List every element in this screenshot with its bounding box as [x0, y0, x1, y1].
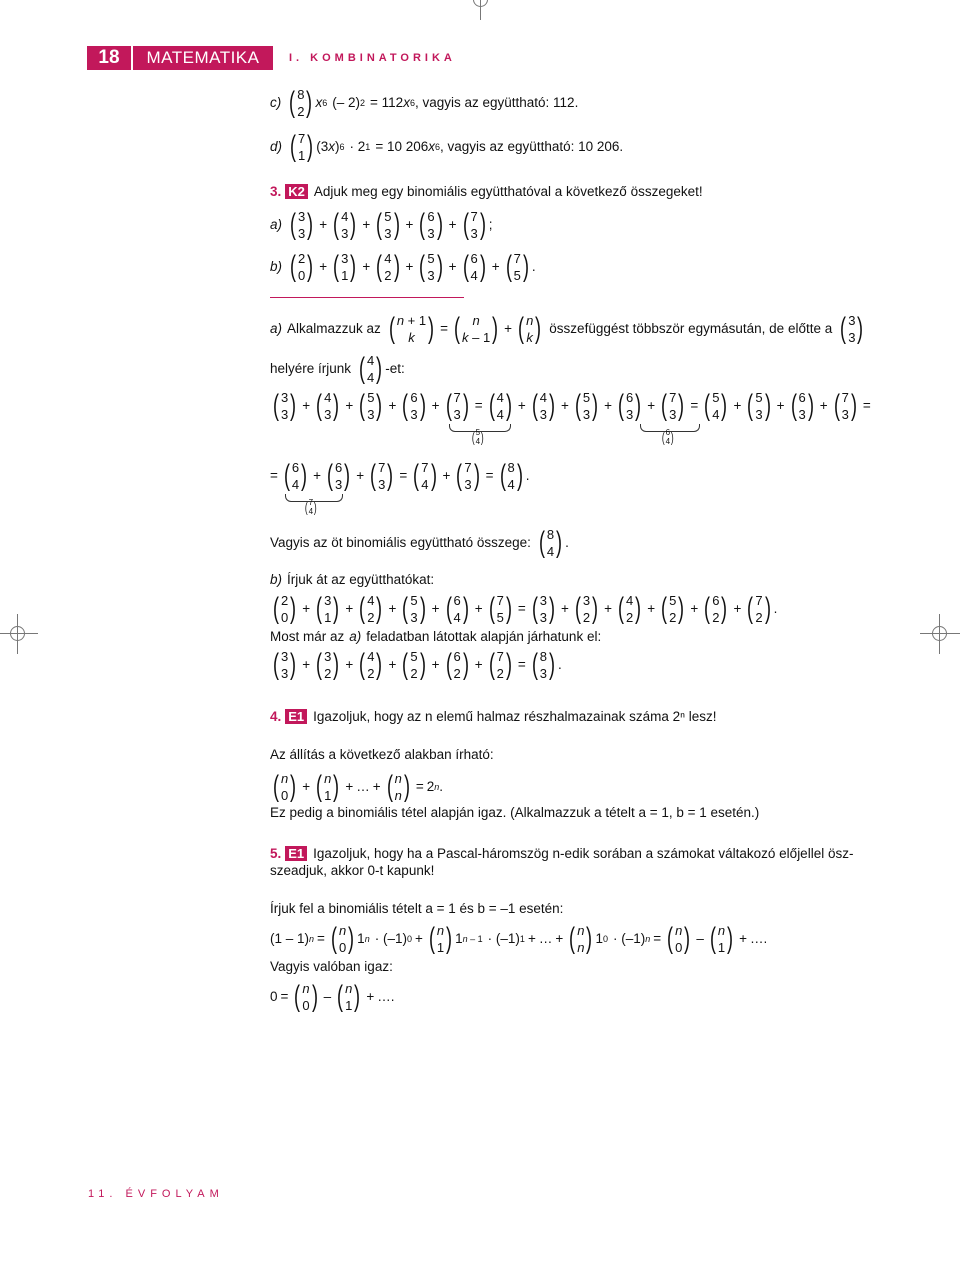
solution-b-equation-1: ( 2 0 ) + ( 3 1 ) + ( 4 2 ) + ( 5 3 ) + ( 6 4 ) + ( 7 5 ) = ( 3 3 ) + ( 3 2 ) + ( 4 2 ) + ( 5 2 ) + ( 6 2 ) + ( 7 2 ) .	[273, 592, 778, 625]
difficulty-badge: E1	[285, 709, 307, 724]
brace-label: ( 6 4 )	[661, 428, 674, 446]
exercise-5-solution-intro: Írjuk fel a binomiális tételt a = 1 és b = –1 esetén:	[270, 901, 564, 916]
page-footer: 11. ÉVFOLYAM	[88, 1188, 224, 1200]
solution-a-intro-2: helyére írjunk ( 4 4 ) -et:	[270, 352, 405, 385]
registration-mark-top	[461, 0, 501, 20]
exercise-4-solution-intro: Az állítás a következő alakban írható:	[270, 747, 494, 762]
solution-a-equation-1: ( 3 3 ) + ( 4 3 ) + ( 5 3 ) + ( 6 3 ) + ( 7 3 ) = ( 4 4 ) + ( 4 3 ) + ( 5 3 ) + ( 6 3 ) + ( 7 3 ) = ( 5 4 ) + ( 5 3 ) + ( 6 3 ) + ( 7 3 ) =	[273, 389, 871, 422]
solution-separator	[270, 297, 464, 298]
exercise-5-equation: (1 – 1) n = ( n 0 ) 1 n · (–1) 0 + ( n 1 ) 1 n – 1 · (–1) 1 + … + ( n n ) 1 0 · (–1) n = ( n 0 ) – ( n 1 ) + ….	[270, 922, 768, 955]
exercise-5-prompt: 5. E1 Igazoljuk, hogy ha a Pascal-háromszög n-edik sorában a számokat váltakozó előjellel ösz-	[270, 845, 854, 861]
brace-label: ( 5 4 )	[471, 428, 484, 446]
solution-b-intro: b) Írjuk át az együtthatókat:	[270, 572, 435, 587]
difficulty-badge: E1	[285, 846, 307, 861]
exercise-5-solution-mid: Vagyis valóban igaz:	[270, 959, 393, 974]
exercise-3-prompt: 3. K2 Adjuk meg egy binomiális együtthatóval a következő összegeket!	[270, 183, 703, 199]
page-number: 18	[87, 46, 131, 70]
solution-a-intro: a) Alkalmazzuk az ( n + 1 k ) = ( n k – 1 ) + ( n k ) összefüggést többször egymásután, de előtte a ( 3 3 )	[270, 312, 864, 345]
registration-mark-right	[920, 614, 960, 654]
solution-line-c: c) ( 8 2 ) x 6 (– 2) 2 = 112 x 6 , vagyis az együttható: 112.	[270, 86, 579, 119]
exercise-5-prompt-cont: szeadjuk, akkor 0-t kapunk!	[270, 863, 435, 878]
exercise-5-final: 0 = ( n 0 ) – ( n 1 ) + ….	[270, 980, 395, 1013]
solution-b-mid: Most már az a) feladatban látottak alapján járhatunk el:	[270, 629, 602, 644]
difficulty-badge: K2	[285, 184, 308, 199]
exercise-3b: b) ( 2 0 ) + ( 3 1 ) + ( 4 2 ) + ( 5 3 ) + ( 6 4 ) + ( 7 5 ) .	[270, 250, 536, 283]
page-header	[87, 46, 456, 70]
solution-line-d: d) ( 7 1 ) (3 x ) 6 · 2 1 = 10 206 x 6 , vagyis az együttható: 10 206.	[270, 130, 624, 163]
brace-label: ( 7 4 )	[304, 498, 317, 516]
registration-mark-left	[0, 614, 38, 654]
solution-a-equation-2: = ( 6 4 ) + ( 6 3 ) + ( 7 3 ) = ( 7 4 ) + ( 7 3 ) = ( 8 4 ) .	[270, 459, 530, 492]
exercise-4-prompt: 4. E1 Igazoljuk, hogy az n elemű halmaz részhalmazainak száma 2ⁿ lesz!	[270, 708, 717, 724]
chapter-title: I. KOMBINATORIKA	[289, 52, 456, 64]
subject-label: MATEMATIKA	[133, 46, 273, 70]
exercise-4-equation: ( n 0 ) + ( n 1 ) + … + ( n n ) = 2 n .	[273, 770, 444, 803]
solution-a-conclusion: Vagyis az öt binomiális együttható összege: ( 8 4 ) .	[270, 526, 569, 559]
solution-b-equation-2: ( 3 3 ) + ( 3 2 ) + ( 4 2 ) + ( 5 2 ) + ( 6 2 ) + ( 7 2 ) = ( 8 3 ) .	[273, 648, 562, 681]
exercise-3a: a) ( 3 3 ) + ( 4 3 ) + ( 5 3 ) + ( 6 3 ) + ( 7 3 ) ;	[270, 208, 493, 241]
exercise-4-conclusion: Ez pedig a binomiális tétel alapján igaz. (Alkalmazzuk a tételt a = 1, b = 1 esetén.)	[270, 805, 760, 820]
